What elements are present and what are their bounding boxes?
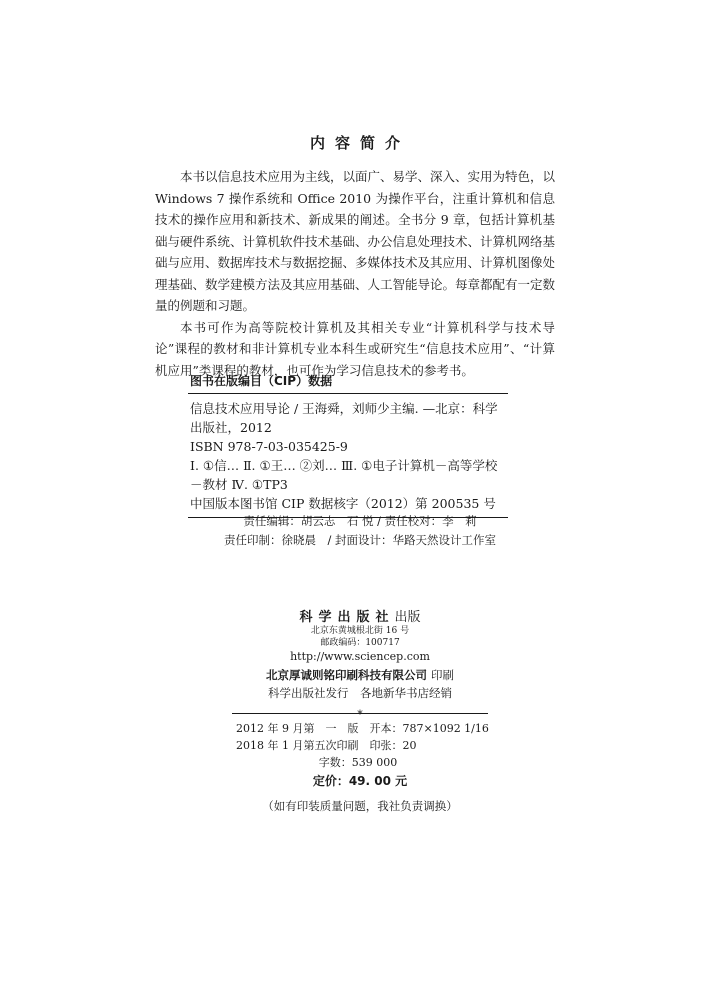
intro-text xyxy=(155,166,555,381)
cip-body xyxy=(188,394,508,518)
printer-suffix: 印刷 xyxy=(431,668,454,682)
distribution-line: 科学出版社发行 各地新华书店经销 xyxy=(268,686,452,700)
cip-record-number: 中国版本图书馆 CIP 数据核字（2012）第 200535 号 xyxy=(190,496,496,511)
word-count-row: 字数：539 000 xyxy=(318,756,398,769)
printer-name: 北京厚诚则铭印刷科技有限公司 xyxy=(265,668,427,682)
publisher-block xyxy=(150,606,570,722)
price: 定价：49. 00 元 xyxy=(312,774,408,788)
printing-row: 2018 年 1 月第五次印刷 印张：20 xyxy=(236,739,417,752)
editorial-credits xyxy=(150,512,570,550)
specs-rule xyxy=(232,713,488,714)
cip-heading: 图书在版编目（CIP）数据 xyxy=(188,372,508,394)
publisher-name-line xyxy=(150,606,570,625)
credits-line-production: 责任印制：徐晓晨 / 封面设计：华路天然设计工作室 xyxy=(223,533,497,547)
publisher-suffix: 出版 xyxy=(394,610,421,625)
intro-paragraph: 本书可作为高等院校计算机及其相关专业“计算机科学与技术导论”课程的教材和非计算机专业本科生或研究生“信息技术应用”、“计算机应用”类课程的教材，也可作为学习信息技术的参考书。 xyxy=(155,319,555,378)
publisher-url: http://www.sciencep.com xyxy=(290,650,430,663)
publisher-name: 科学出版社 xyxy=(299,610,395,625)
separator-star: * xyxy=(357,708,363,721)
edition-row: 2012 年 9 月第 一 版 开本：787×1092 1/16 xyxy=(236,722,489,735)
publisher-postcode: 邮政编码：100717 xyxy=(320,638,400,648)
cip-block xyxy=(188,372,508,518)
edition-specs xyxy=(236,720,496,771)
intro-title: 内容简介 xyxy=(309,134,410,152)
printer-line xyxy=(150,666,570,684)
cip-title-line: 信息技术应用导论 / 王海舜，刘师少主编. —北京：科学出版社，2012 xyxy=(190,401,498,435)
publisher-address: 北京东黄城根北街 16 号 xyxy=(310,626,410,636)
cip-classification: Ⅰ. ①信… Ⅱ. ①王… ②刘… Ⅲ. ①电子计算机－高等学校－教材 Ⅳ. ①TP3 xyxy=(190,458,498,492)
credits-line-editors: 责任编辑：胡云志 石 悦 / 责任校对：李 莉 xyxy=(243,514,477,528)
intro-paragraph: 本书以信息技术应用为主线，以面广、易学、深入、实用为特色，以 Windows 7 操作系统和 Office 2010 为操作平台，注重计算机和信息技术的操作应用和新技术、新成果的阐述。全书分 9 章，包括计算机基础与硬件系统、计算机软件技术基础、办公信息处理技术、计算机网络基础与应用、数据库技术与数据挖掘、多媒体技术及其应用、计算机图像处理基础、数学建模方法及其应用基础、人工智能导论。每章都配有一定数量的例题和习题。 xyxy=(155,169,556,313)
quality-notice: （如有印装质量问题，我社负责调换） xyxy=(262,799,458,813)
cip-isbn: ISBN 978-7-03-035425-9 xyxy=(190,439,348,454)
